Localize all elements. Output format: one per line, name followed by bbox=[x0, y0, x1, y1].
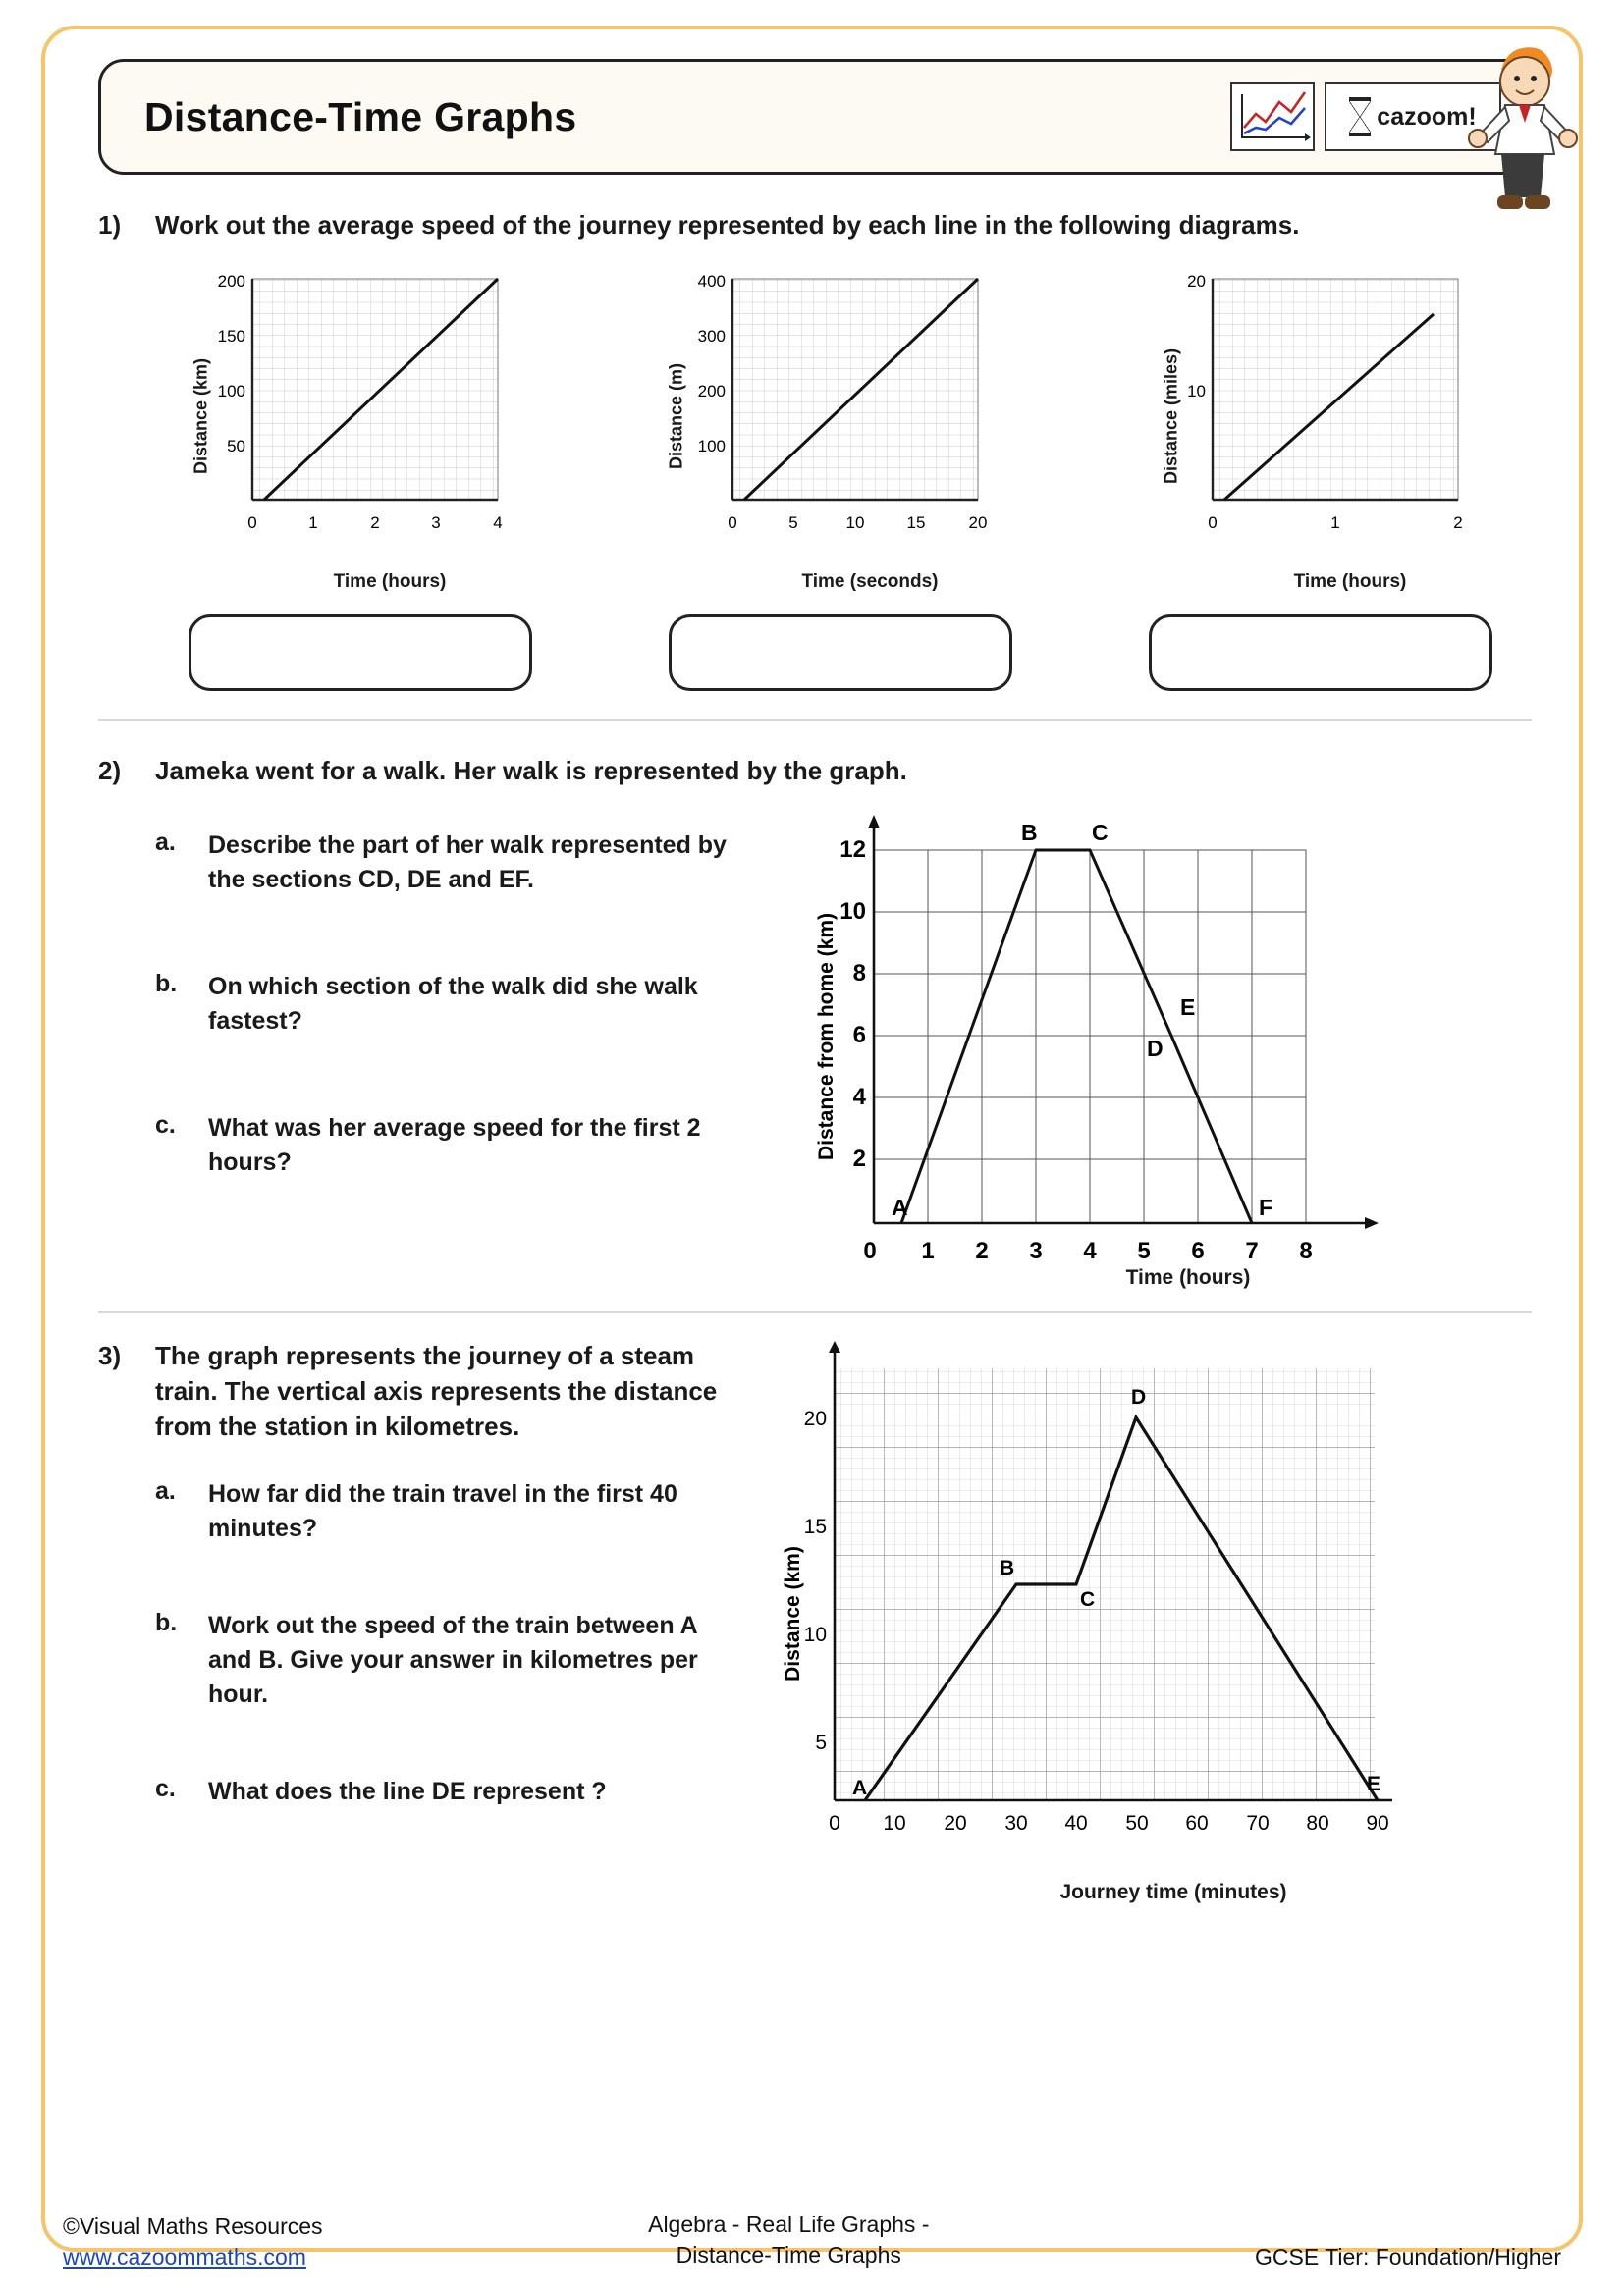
question-3-part-c bbox=[155, 1775, 766, 1809]
svg-text:D: D bbox=[1147, 1035, 1164, 1061]
svg-text:C: C bbox=[1080, 1587, 1096, 1611]
svg-text:10: 10 bbox=[803, 1623, 827, 1646]
svg-text:40: 40 bbox=[1064, 1811, 1088, 1835]
question-2-xlabel: Time (hours) bbox=[1125, 1265, 1251, 1289]
svg-text:7: 7 bbox=[1245, 1237, 1259, 1264]
svg-text:0: 0 bbox=[863, 1237, 877, 1264]
part-a-text-q3: How far did the train travel in the first 40 minutes? bbox=[208, 1480, 677, 1543]
svg-text:10: 10 bbox=[883, 1811, 906, 1835]
svg-text:3: 3 bbox=[431, 512, 441, 532]
part-a-text: Describe the part of her walk represented by the sections CD, DE and EF. bbox=[208, 830, 727, 893]
svg-text:100: 100 bbox=[217, 381, 245, 400]
question-2-text: Jameka went for a walk. Her walk is represented by the graph. bbox=[155, 755, 907, 785]
copyright-text: ©Visual Maths Resources bbox=[63, 2214, 323, 2239]
footer bbox=[63, 2210, 1561, 2270]
svg-text:B: B bbox=[1000, 1556, 1015, 1579]
section-divider-1 bbox=[98, 719, 1532, 721]
svg-text:20: 20 bbox=[1187, 271, 1206, 291]
svg-text:30: 30 bbox=[1004, 1811, 1028, 1835]
svg-text:E: E bbox=[1180, 993, 1196, 1020]
graph-1 bbox=[149, 269, 571, 691]
svg-text:60: 60 bbox=[1185, 1811, 1209, 1835]
svg-text:5: 5 bbox=[1137, 1237, 1151, 1264]
svg-text:0: 0 bbox=[1208, 512, 1218, 532]
hourglass-icon bbox=[1349, 97, 1371, 136]
part-a-letter-q3: a. bbox=[155, 1477, 176, 1506]
worksheet-header bbox=[98, 59, 1532, 175]
answer-box-1[interactable] bbox=[189, 614, 532, 691]
answer-box-3[interactable] bbox=[1149, 614, 1492, 691]
svg-text:20: 20 bbox=[803, 1407, 827, 1430]
footer-left bbox=[63, 2214, 323, 2270]
question-1 bbox=[98, 208, 1532, 243]
svg-text:0: 0 bbox=[247, 512, 257, 532]
svg-text:70: 70 bbox=[1246, 1811, 1270, 1835]
question-2-part-b bbox=[155, 970, 766, 1039]
svg-text:A: A bbox=[892, 1194, 908, 1220]
svg-text:15: 15 bbox=[906, 512, 926, 532]
svg-text:200: 200 bbox=[697, 381, 726, 400]
svg-text:1: 1 bbox=[1330, 512, 1340, 532]
section-divider-2 bbox=[98, 1311, 1532, 1313]
svg-text:80: 80 bbox=[1306, 1811, 1329, 1835]
part-c-text: What was her average speed for the first 2 hours? bbox=[208, 1113, 701, 1176]
question-1-text: Work out the average speed of the journey represented by each line in the following diagrams. bbox=[155, 210, 1300, 240]
part-c-letter: c. bbox=[155, 1110, 176, 1139]
svg-text:2: 2 bbox=[1453, 512, 1463, 532]
svg-text:90: 90 bbox=[1366, 1811, 1389, 1835]
question-3-graph bbox=[776, 1339, 1532, 1904]
graph-3-xlabel: Time (hours) bbox=[1293, 570, 1407, 592]
svg-text:B: B bbox=[1021, 819, 1038, 845]
graph-3-ylabel: Distance (miles) bbox=[1161, 347, 1181, 484]
question-3-number: 3) bbox=[98, 1340, 122, 1370]
question-2-part-a bbox=[155, 828, 766, 897]
svg-text:200: 200 bbox=[217, 271, 245, 291]
graph-2-xlabel: Time (seconds) bbox=[801, 570, 939, 592]
question-2-parts bbox=[98, 811, 766, 1290]
question-1-graphs bbox=[98, 269, 1532, 691]
svg-text:50: 50 bbox=[1125, 1811, 1149, 1835]
svg-text:12: 12 bbox=[839, 835, 866, 863]
worksheet-content bbox=[98, 59, 1532, 1904]
svg-text:100: 100 bbox=[697, 436, 726, 455]
question-2 bbox=[98, 754, 1532, 789]
svg-text:300: 300 bbox=[697, 326, 726, 346]
svg-text:Distance (km): Distance (km) bbox=[782, 1545, 804, 1682]
graph-2 bbox=[629, 269, 1052, 691]
svg-text:1: 1 bbox=[921, 1237, 935, 1264]
svg-text:Distance from home (km): Distance from home (km) bbox=[815, 912, 838, 1160]
svg-text:10: 10 bbox=[1187, 381, 1206, 400]
part-b-text-q3: Work out the speed of the train between A and B. Give your answer in kilometres per hour. bbox=[208, 1612, 698, 1709]
svg-text:8: 8 bbox=[852, 959, 866, 987]
svg-text:5: 5 bbox=[788, 512, 798, 532]
footer-tier: GCSE Tier: Foundation/Higher bbox=[1255, 2244, 1561, 2269]
part-b-text: On which section of the walk did she walk fastest? bbox=[208, 972, 698, 1035]
svg-text:400: 400 bbox=[697, 271, 726, 291]
answer-box-2[interactable] bbox=[669, 614, 1012, 691]
svg-text:2: 2 bbox=[852, 1145, 866, 1172]
svg-text:A: A bbox=[852, 1776, 868, 1799]
brand-name: cazoom! bbox=[1377, 102, 1477, 131]
svg-text:20: 20 bbox=[944, 1811, 967, 1835]
question-3-xlabel: Journey time (minutes) bbox=[1059, 1880, 1287, 1903]
cartoon-boy-mascot-icon bbox=[1450, 36, 1588, 233]
graph-1-ylabel: Distance (km) bbox=[190, 357, 211, 474]
graph-3 bbox=[1110, 269, 1532, 691]
question-2-part-c bbox=[155, 1111, 766, 1180]
footer-topic-line-1: Algebra - Real Life Graphs - bbox=[648, 2211, 930, 2237]
svg-text:3: 3 bbox=[1029, 1237, 1043, 1264]
svg-text:2: 2 bbox=[370, 512, 380, 532]
question-3-part-a bbox=[155, 1477, 766, 1546]
line-chart-icon bbox=[1230, 82, 1315, 151]
part-c-letter-q3: c. bbox=[155, 1775, 176, 1803]
svg-text:6: 6 bbox=[852, 1021, 866, 1048]
svg-text:6: 6 bbox=[1191, 1237, 1205, 1264]
svg-text:C: C bbox=[1092, 819, 1109, 845]
part-b-letter-q3: b. bbox=[155, 1609, 178, 1637]
svg-text:4: 4 bbox=[493, 512, 503, 532]
svg-text:150: 150 bbox=[217, 326, 245, 346]
part-c-text-q3: What does the line DE represent ? bbox=[208, 1778, 607, 1806]
svg-text:4: 4 bbox=[1083, 1237, 1097, 1264]
svg-text:4: 4 bbox=[852, 1083, 866, 1110]
part-b-letter: b. bbox=[155, 969, 178, 997]
svg-text:10: 10 bbox=[845, 512, 865, 532]
graph-1-xlabel: Time (hours) bbox=[333, 570, 447, 592]
svg-text:1: 1 bbox=[308, 512, 318, 532]
graph-2-ylabel: Distance (m) bbox=[666, 362, 686, 469]
svg-text:15: 15 bbox=[803, 1515, 827, 1538]
part-a-letter: a. bbox=[155, 828, 176, 856]
question-2-graph bbox=[776, 811, 1532, 1290]
svg-text:2: 2 bbox=[975, 1237, 989, 1264]
svg-text:20: 20 bbox=[968, 512, 988, 532]
question-3 bbox=[98, 1339, 766, 1904]
svg-text:E: E bbox=[1367, 1772, 1381, 1795]
svg-text:10: 10 bbox=[839, 897, 866, 925]
svg-text:F: F bbox=[1259, 1194, 1273, 1220]
svg-text:D: D bbox=[1131, 1385, 1147, 1409]
question-2-number: 2) bbox=[98, 755, 122, 785]
website-link[interactable]: www.cazoommaths.com bbox=[63, 2244, 306, 2269]
footer-middle bbox=[648, 2210, 929, 2270]
svg-text:5: 5 bbox=[815, 1731, 827, 1754]
question-3-part-b bbox=[155, 1609, 766, 1712]
svg-text:0: 0 bbox=[829, 1811, 840, 1835]
svg-text:8: 8 bbox=[1299, 1237, 1313, 1264]
question-3-text: The graph represents the journey of a steam train. The vertical axis represents the distance from the station in kilometres. bbox=[155, 1340, 718, 1441]
svg-text:50: 50 bbox=[227, 436, 245, 455]
footer-topic-line-2: Distance-Time Graphs bbox=[676, 2241, 901, 2268]
page-title: Distance-Time Graphs bbox=[144, 93, 577, 139]
question-1-number: 1) bbox=[98, 210, 122, 240]
svg-text:0: 0 bbox=[728, 512, 737, 532]
